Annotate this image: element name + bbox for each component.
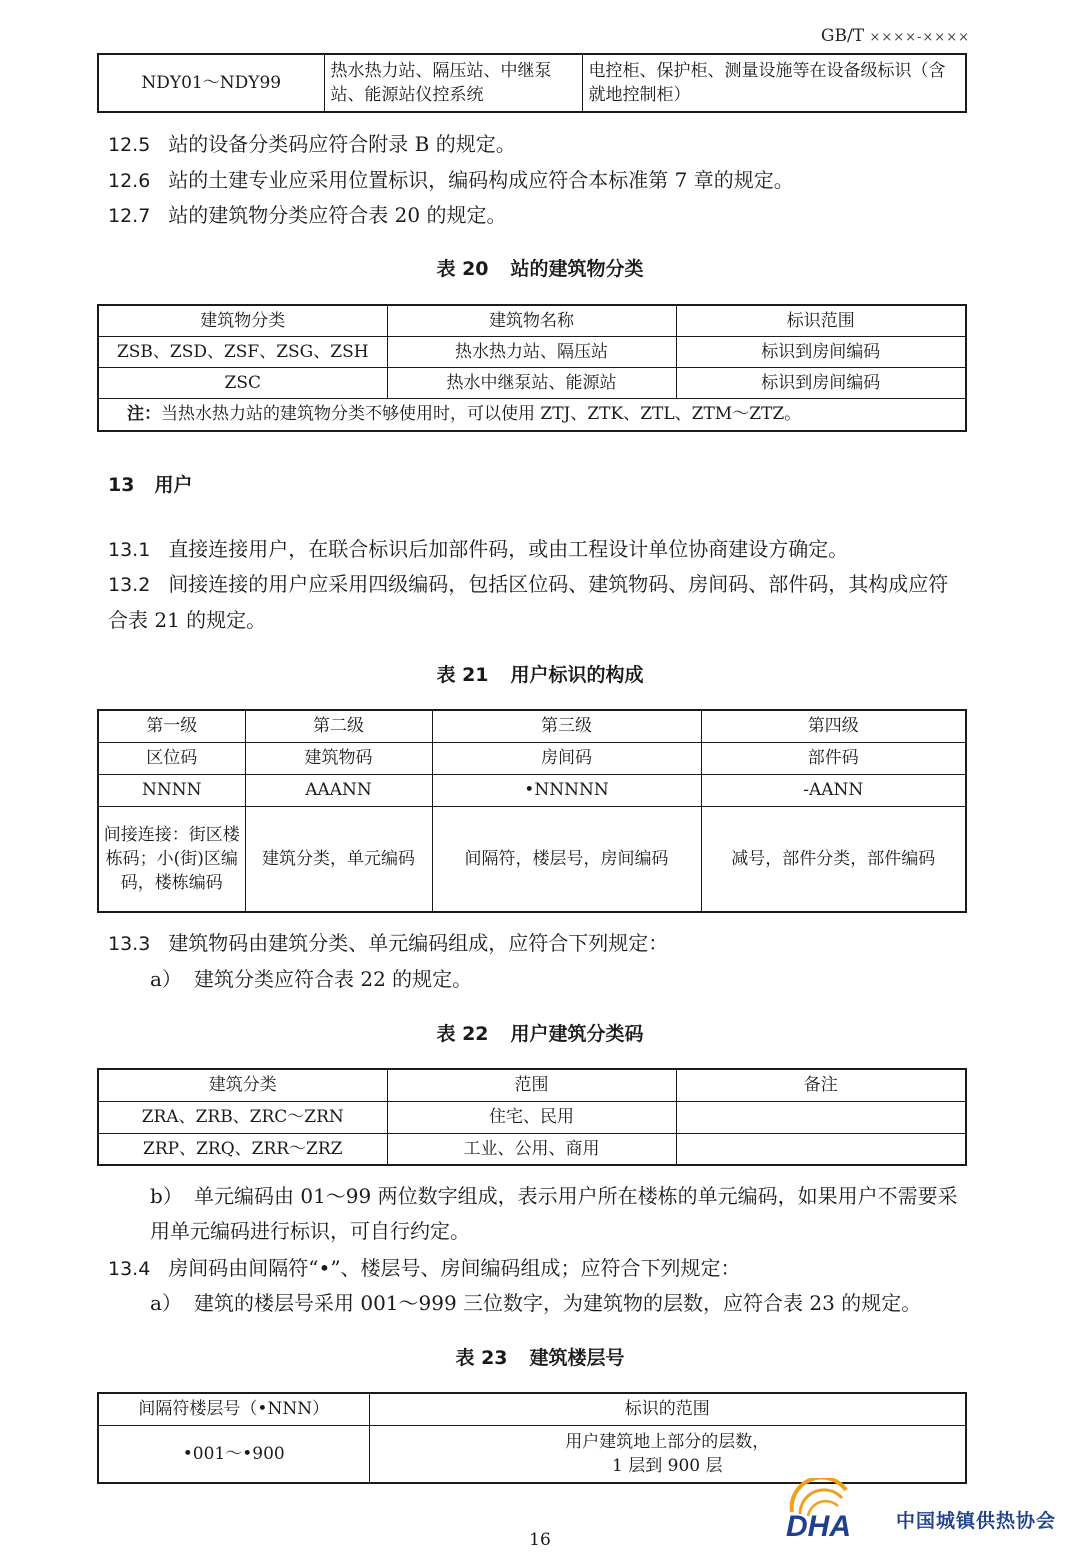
- clause-12-6: [108, 162, 968, 199]
- page-number: 16: [529, 1530, 551, 1550]
- table-cell: 建筑分类，单元编码: [245, 806, 432, 912]
- table-cell: 间接连接：街区楼栋码；小(街)区编码，楼栋编码: [98, 806, 245, 912]
- clause-number: 13.4: [108, 1258, 151, 1280]
- table-continuation: [97, 53, 967, 113]
- item-label: b）: [150, 1184, 183, 1208]
- caption-title: 建筑楼层号: [529, 1347, 625, 1369]
- clause-13-1: [108, 531, 968, 568]
- note-label: 注：: [127, 404, 161, 425]
- table-cell: 房间码: [432, 742, 701, 774]
- clause-text: 直接连接用户，在联合标识后加部件码，或由工程设计单位协商建设方确定。: [168, 537, 849, 561]
- standard-suffix: ××××-××××: [869, 30, 970, 45]
- clause-number: 13.2: [108, 574, 151, 596]
- table-row: [98, 54, 966, 112]
- clause-text: 站的土建专业应采用位置标识，编码构成应符合本标准第 7 章的规定。: [168, 168, 794, 192]
- table-header-row: [98, 1069, 966, 1101]
- standard-number: [821, 26, 970, 46]
- note-text: 当热水热力站的建筑物分类不够使用时，可以使用 ZTJ、ZTK、ZTL、ZTM～ZTZ。: [161, 404, 802, 425]
- caption-number: 表 20: [436, 258, 489, 280]
- table-cell: 住宅、民用: [387, 1101, 676, 1133]
- table-row: [98, 1101, 966, 1133]
- table-header: 范围: [387, 1069, 676, 1101]
- clause-13-4: [108, 1250, 968, 1287]
- table-cell: [369, 1425, 966, 1483]
- table-cell: ZRA、ZRB、ZRC～ZRN: [98, 1101, 387, 1133]
- association-name: 中国城镇供热协会: [896, 1510, 1057, 1532]
- caption-number: 表 23: [455, 1347, 508, 1369]
- caption-title: 用户标识的构成: [510, 664, 644, 686]
- table-cell: NDY01～NDY99: [98, 54, 324, 112]
- table-cell: 热水热力站、隔压站、中继泵站、能源站仪控系统: [324, 54, 582, 112]
- table-cell: [676, 1101, 966, 1133]
- table-cell: ZSC: [98, 368, 387, 399]
- table-row: [98, 337, 966, 368]
- table20-caption: [0, 254, 1080, 281]
- table-cell: 电控柜、保护柜、测量设施等在设备级标识（含就地控制柜）: [582, 54, 966, 112]
- clause-number: 12.6: [108, 170, 151, 192]
- table-header-row: [98, 1393, 966, 1425]
- table-header: 第三级: [432, 710, 701, 742]
- table-note: [98, 399, 966, 431]
- clause-13-4-a: [150, 1285, 970, 1321]
- table-cell: AAANN: [245, 774, 432, 806]
- table-header-row: [98, 710, 966, 742]
- table21-caption: [0, 660, 1080, 687]
- section-title: 用户: [154, 474, 193, 496]
- dha-logo-icon: [782, 1478, 902, 1548]
- table-header: 建筑分类: [98, 1069, 387, 1101]
- standard-prefix: GB/T: [820, 26, 865, 46]
- section-heading: [108, 470, 192, 497]
- caption-number: 表 21: [436, 664, 489, 686]
- table-header: 标识范围: [676, 305, 966, 337]
- table-cell: [676, 1133, 966, 1165]
- table-header: 标识的范围: [369, 1393, 966, 1425]
- clause-13-2: [108, 567, 968, 638]
- section-number: 13: [108, 474, 135, 496]
- table20: [97, 304, 967, 432]
- table-cell: •NNNNN: [432, 774, 701, 806]
- table-header: 第二级: [245, 710, 432, 742]
- table-note-row: [98, 399, 966, 431]
- table-cell: 热水中继泵站、能源站: [387, 368, 676, 399]
- clause-text: 建筑物码由建筑分类、单元编码组成，应符合下列规定：: [168, 931, 669, 955]
- table-row: [98, 806, 966, 912]
- table-cell: NNNN: [98, 774, 245, 806]
- table22-caption: [0, 1019, 1080, 1046]
- item-text: 建筑分类应符合表 22 的规定。: [194, 967, 473, 991]
- table-header: 备注: [676, 1069, 966, 1101]
- clause-text: 站的设备分类码应符合附录 B 的规定。: [168, 132, 516, 156]
- clause-number: 13.3: [108, 933, 151, 955]
- clause-text: 间接连接的用户应采用四级编码，包括区位码、建筑物码、房间码、部件码，其构成应符合表 21 的规定。: [108, 572, 949, 632]
- item-text: 单元编码由 01～99 两位数字组成，表示用户所在楼栋的单元编码，如果用户不需要采用单元编码进行标识，可自行约定。: [150, 1184, 958, 1243]
- table-cell: ZSB、ZSD、ZSF、ZSG、ZSH: [98, 337, 387, 368]
- clause-13-3-a: [150, 961, 970, 997]
- clause-text: 站的建筑物分类应符合表 20 的规定。: [168, 203, 507, 227]
- table-header: 第四级: [701, 710, 966, 742]
- table-cell: 建筑物码: [245, 742, 432, 774]
- item-label: a）: [150, 1291, 182, 1315]
- clause-number: 12.7: [108, 205, 151, 227]
- item-text: 建筑的楼层号采用 001～999 三位数字，为建筑物的层数，应符合表 23 的规定。: [194, 1291, 922, 1315]
- table23: [97, 1392, 967, 1484]
- clause-text: 房间码由间隔符“•”、楼层号、房间编码组成；应符合下列规定：: [168, 1256, 741, 1280]
- caption-title: 站的建筑物分类: [510, 258, 644, 280]
- table-cell: -AANN: [701, 774, 966, 806]
- table-row: [98, 774, 966, 806]
- table-cell: 间隔符，楼层号，房间编码: [432, 806, 701, 912]
- range-line-1: 用户建筑地上部分的层数，: [565, 1431, 770, 1452]
- clause-13-3: [108, 925, 968, 962]
- table-cell: ZRP、ZRQ、ZRR～ZRZ: [98, 1133, 387, 1165]
- table-cell: 热水热力站、隔压站: [387, 337, 676, 368]
- table-cell: 部件码: [701, 742, 966, 774]
- caption-number: 表 22: [436, 1023, 489, 1045]
- clause-12-5: [108, 126, 968, 163]
- table-cell: 标识到房间编码: [676, 368, 966, 399]
- logo-mark: DHA: [786, 1510, 851, 1543]
- table23-caption: [0, 1343, 1080, 1370]
- table-cell: 区位码: [98, 742, 245, 774]
- clause-12-7: [108, 197, 968, 234]
- table-row: [98, 1425, 966, 1483]
- clause-number: 12.5: [108, 134, 151, 156]
- caption-title: 用户建筑分类码: [510, 1023, 644, 1045]
- table-header: 第一级: [98, 710, 245, 742]
- table-cell: •001～•900: [98, 1425, 369, 1483]
- table-row: [98, 1133, 966, 1165]
- item-label: a）: [150, 967, 182, 991]
- table-header: 建筑物分类: [98, 305, 387, 337]
- table-header: 间隔符楼层号（•NNN）: [98, 1393, 369, 1425]
- table-cell: 减号，部件分类，部件编码: [701, 806, 966, 912]
- table-cell: 标识到房间编码: [676, 337, 966, 368]
- table-row: [98, 368, 966, 399]
- table21: [97, 709, 967, 913]
- table-header-row: [98, 305, 966, 337]
- table-cell: 工业、公用、商用: [387, 1133, 676, 1165]
- table-row: [98, 742, 966, 774]
- clause-number: 13.1: [108, 539, 151, 561]
- table-header: 建筑物名称: [387, 305, 676, 337]
- clause-13-3-b: [150, 1179, 970, 1249]
- table22: [97, 1068, 967, 1166]
- range-line-2: 1 层到 900 层: [612, 1455, 723, 1476]
